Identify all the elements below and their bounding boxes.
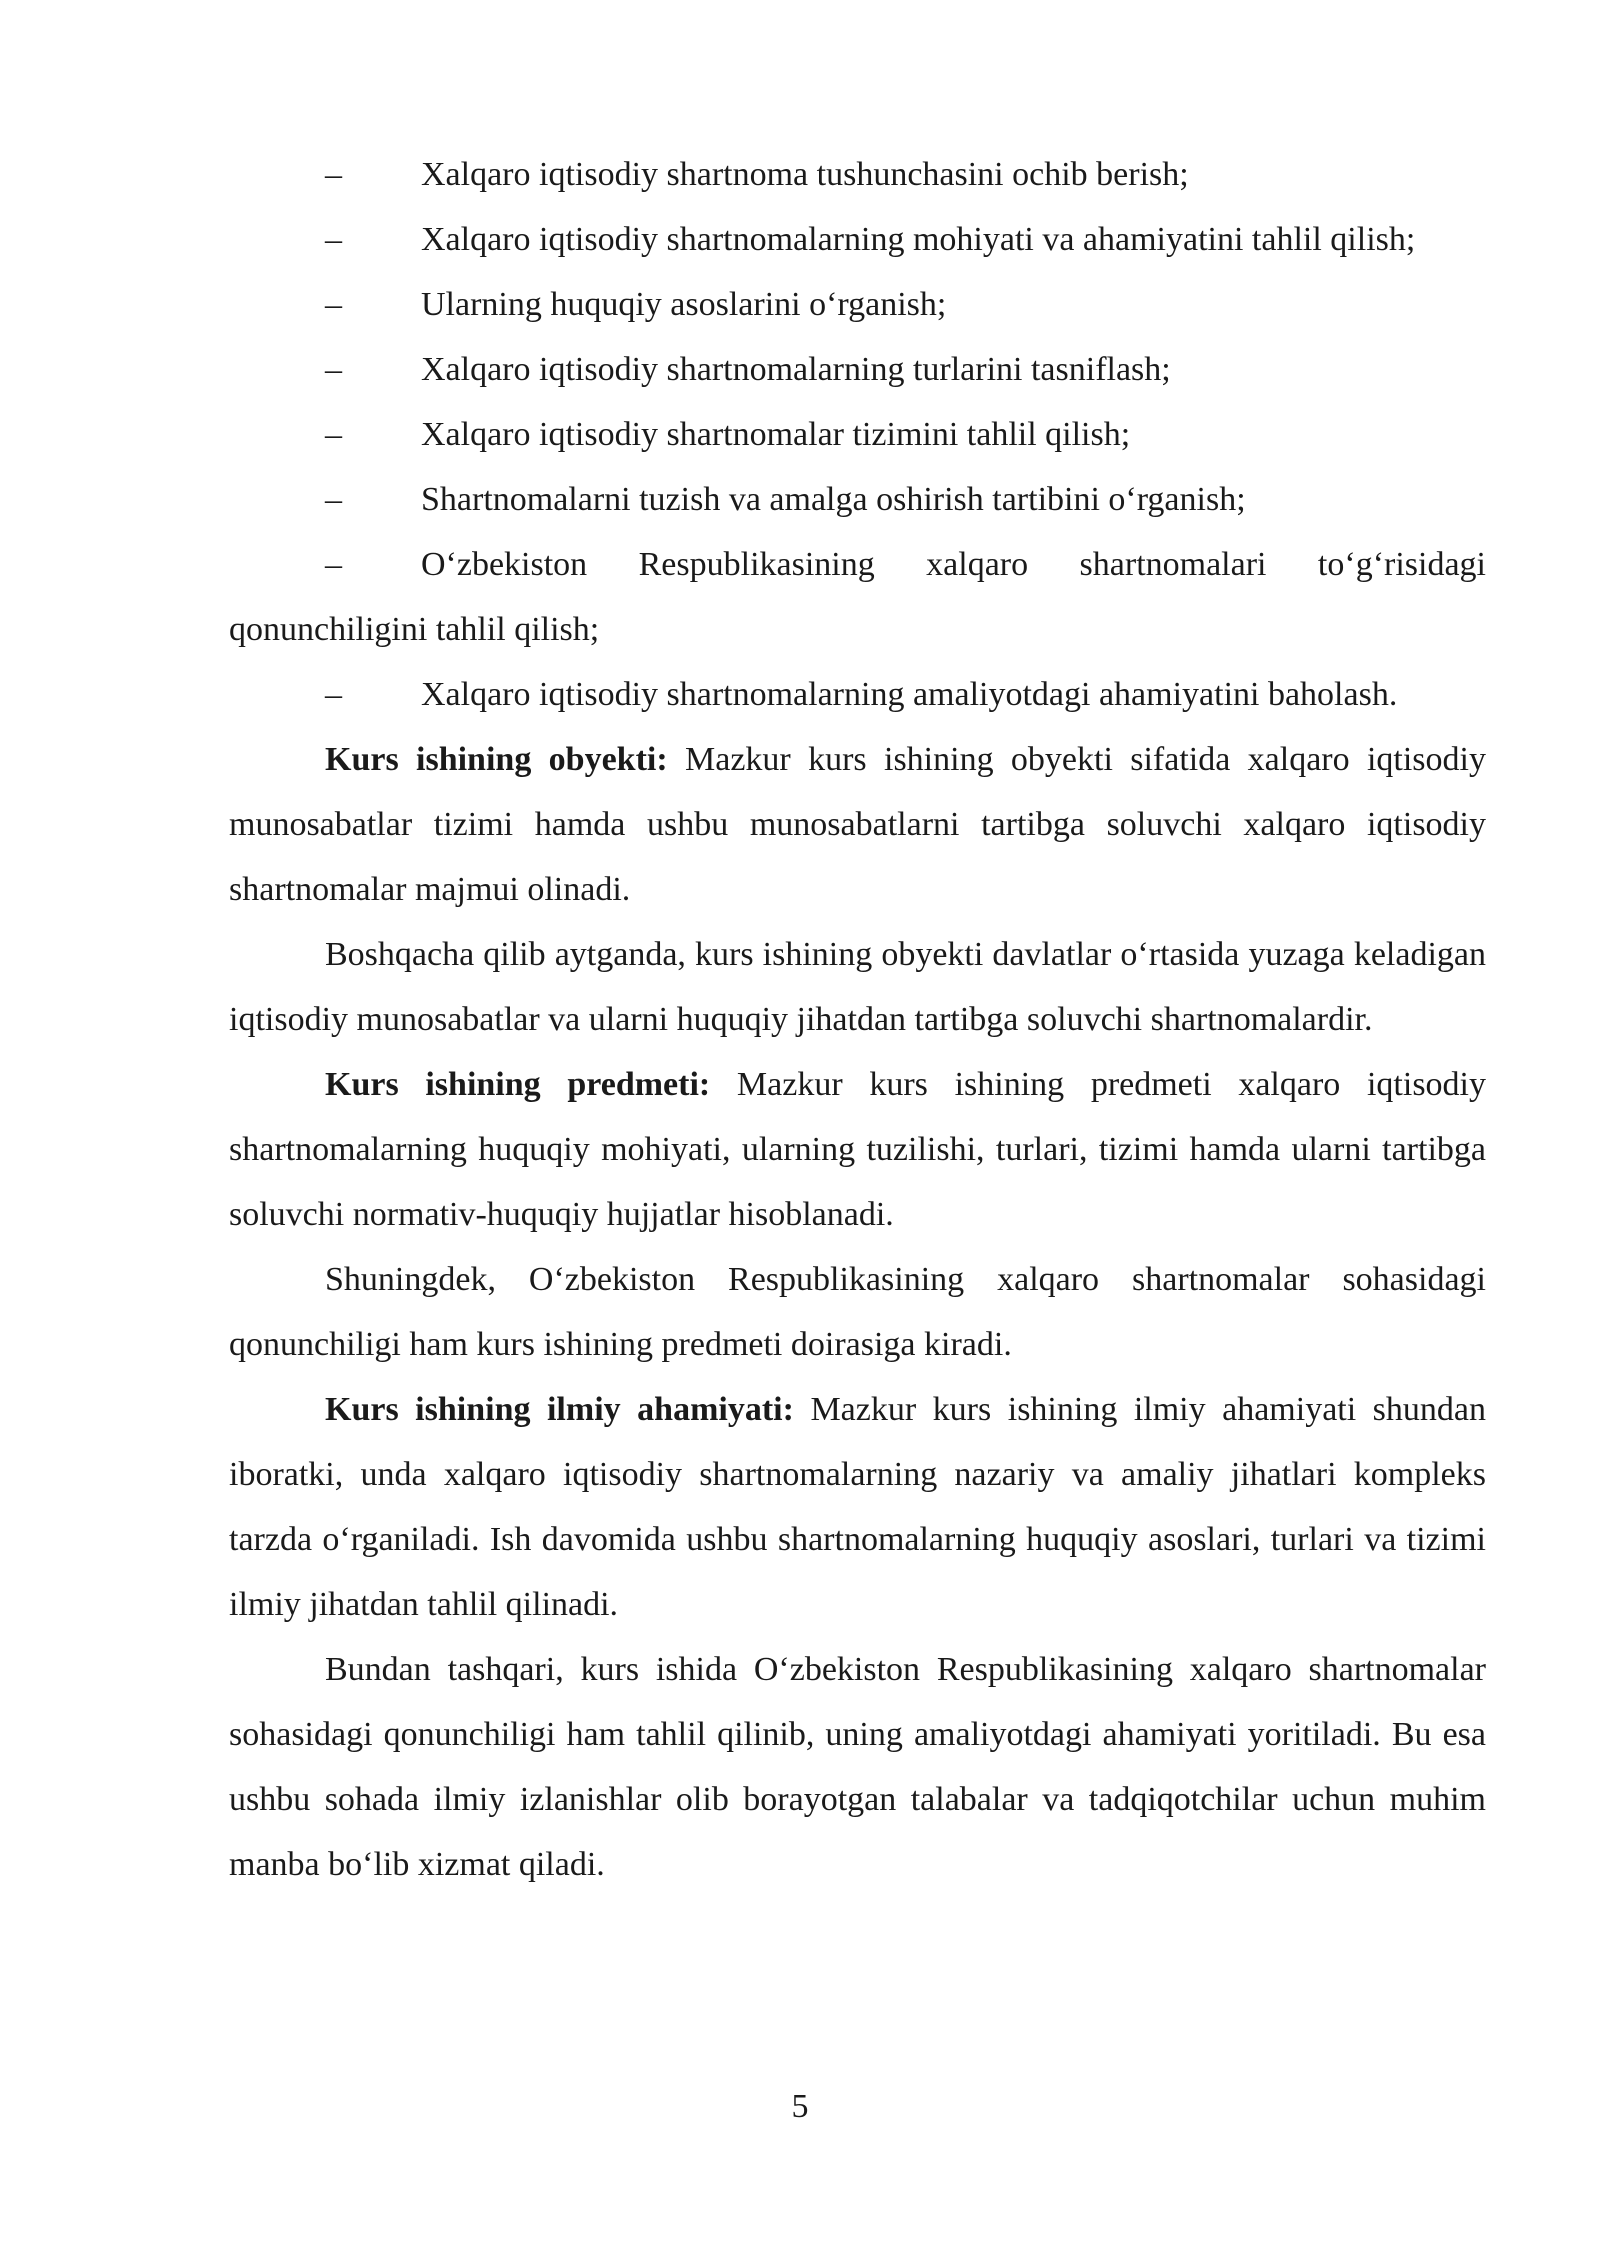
paragraph-text: Mazkur kurs ishining obyekti sifatida xalqaro iqtisodiy munosabatlar tizimi hamda ushbu munosabatlarni tartibga soluvchi xalqaro iqtisodiy shartnomalar majmui olinadi. — [229, 741, 1486, 908]
paragraph-object-detail — [229, 922, 1486, 1052]
paragraph-heading: Kurs ishining ilmiy ahamiyati: — [325, 1391, 794, 1428]
paragraph-text: Bundan tashqari, kurs ishida O‘zbekiston Respublikasining xalqaro shartnomalar sohasidagi qonunchiligi ham tahlil qilinib, uning amaliyotdagi ahamiyati yoritiladi. Bu esa ushbu sohada ilmiy izlanishlar olib borayotgan talabalar va tadqiqotchilar uchun muhim manba bo‘lib xizmat qiladi. — [229, 1651, 1486, 1883]
document-page — [229, 142, 1486, 1897]
paragraph-heading: Kurs ishining predmeti: — [325, 1066, 711, 1103]
paragraph-significance — [229, 1377, 1486, 1637]
list-item — [229, 142, 1486, 207]
paragraph-text: Mazkur kurs ishining predmeti xalqaro iqtisodiy shartnomalarning huquqiy mohiyati, ularning tuzilishi, turlari, tizimi hamda ularni tartibga soluvchi normativ-huquqiy hujjatlar hisoblanadi. — [229, 1066, 1486, 1233]
paragraph-subject-detail — [229, 1247, 1486, 1377]
paragraph-text: Boshqacha qilib aytganda, kurs ishining obyekti davlatlar o‘rtasida yuzaga keladigan iqtisodiy munosabatlar va ularni huquqiy jihatdan tartibga soluvchi shartnomalardir. — [229, 936, 1486, 1038]
list-dash: – — [325, 416, 342, 453]
list-item-text: Shartnomalarni tuzish va amalga oshirish tartibini o‘rganish; — [421, 481, 1246, 518]
page-number: 5 — [791, 2088, 809, 2125]
list-dash: – — [325, 351, 342, 388]
paragraph-object — [229, 727, 1486, 922]
list-item — [229, 207, 1486, 272]
paragraph-significance-detail — [229, 1637, 1486, 1897]
list-item-text: Ularning huquqiy asoslarini o‘rganish; — [421, 286, 947, 323]
list-dash: – — [325, 156, 342, 193]
list-item-text: Xalqaro iqtisodiy shartnomalarning amaliyotdagi ahamiyatini baholash. — [421, 676, 1398, 713]
list-item — [229, 467, 1486, 532]
list-dash: – — [325, 286, 342, 323]
list-item-text: O‘zbekiston Respublikasining xalqaro shartnomalari to‘g‘risidagi qonunchiligini tahlil qilish; — [229, 546, 1486, 648]
list-dash: – — [325, 221, 342, 258]
list-item — [229, 662, 1486, 727]
list-item-text: Xalqaro iqtisodiy shartnomalarning mohiyati va ahamiyatini tahlil qilish; — [421, 221, 1416, 258]
paragraph-text: Mazkur kurs ishining ilmiy ahamiyati shundan iboratki, unda xalqaro iqtisodiy shartnomalarning nazariy va amaliy jihatlari kompleks tarzda o‘rganiladi. Ish davomida ushbu shartnomalarning huquqiy asoslari, turlari va tizimi ilmiy jihatdan tahlil qilinadi. — [229, 1391, 1487, 1623]
list-dash: – — [325, 676, 342, 713]
list-item — [229, 532, 1486, 662]
paragraph-subject — [229, 1052, 1486, 1247]
list-item — [229, 402, 1486, 467]
list-item-text: Xalqaro iqtisodiy shartnoma tushunchasini ochib berish; — [421, 156, 1189, 193]
list-item — [229, 272, 1486, 337]
list-item-text: Xalqaro iqtisodiy shartnomalarning turlarini tasniflash; — [421, 351, 1171, 388]
list-dash: – — [325, 481, 342, 518]
list-dash: – — [325, 546, 342, 583]
list-item — [229, 337, 1486, 402]
paragraph-text: Shuningdek, O‘zbekiston Respublikasining xalqaro shartnomalar sohasidagi qonunchiligi ham kurs ishining predmeti doirasiga kiradi. — [229, 1261, 1486, 1363]
list-item-text: Xalqaro iqtisodiy shartnomalar tizimini tahlil qilish; — [421, 416, 1131, 453]
paragraph-heading: Kurs ishining obyekti: — [325, 741, 668, 778]
